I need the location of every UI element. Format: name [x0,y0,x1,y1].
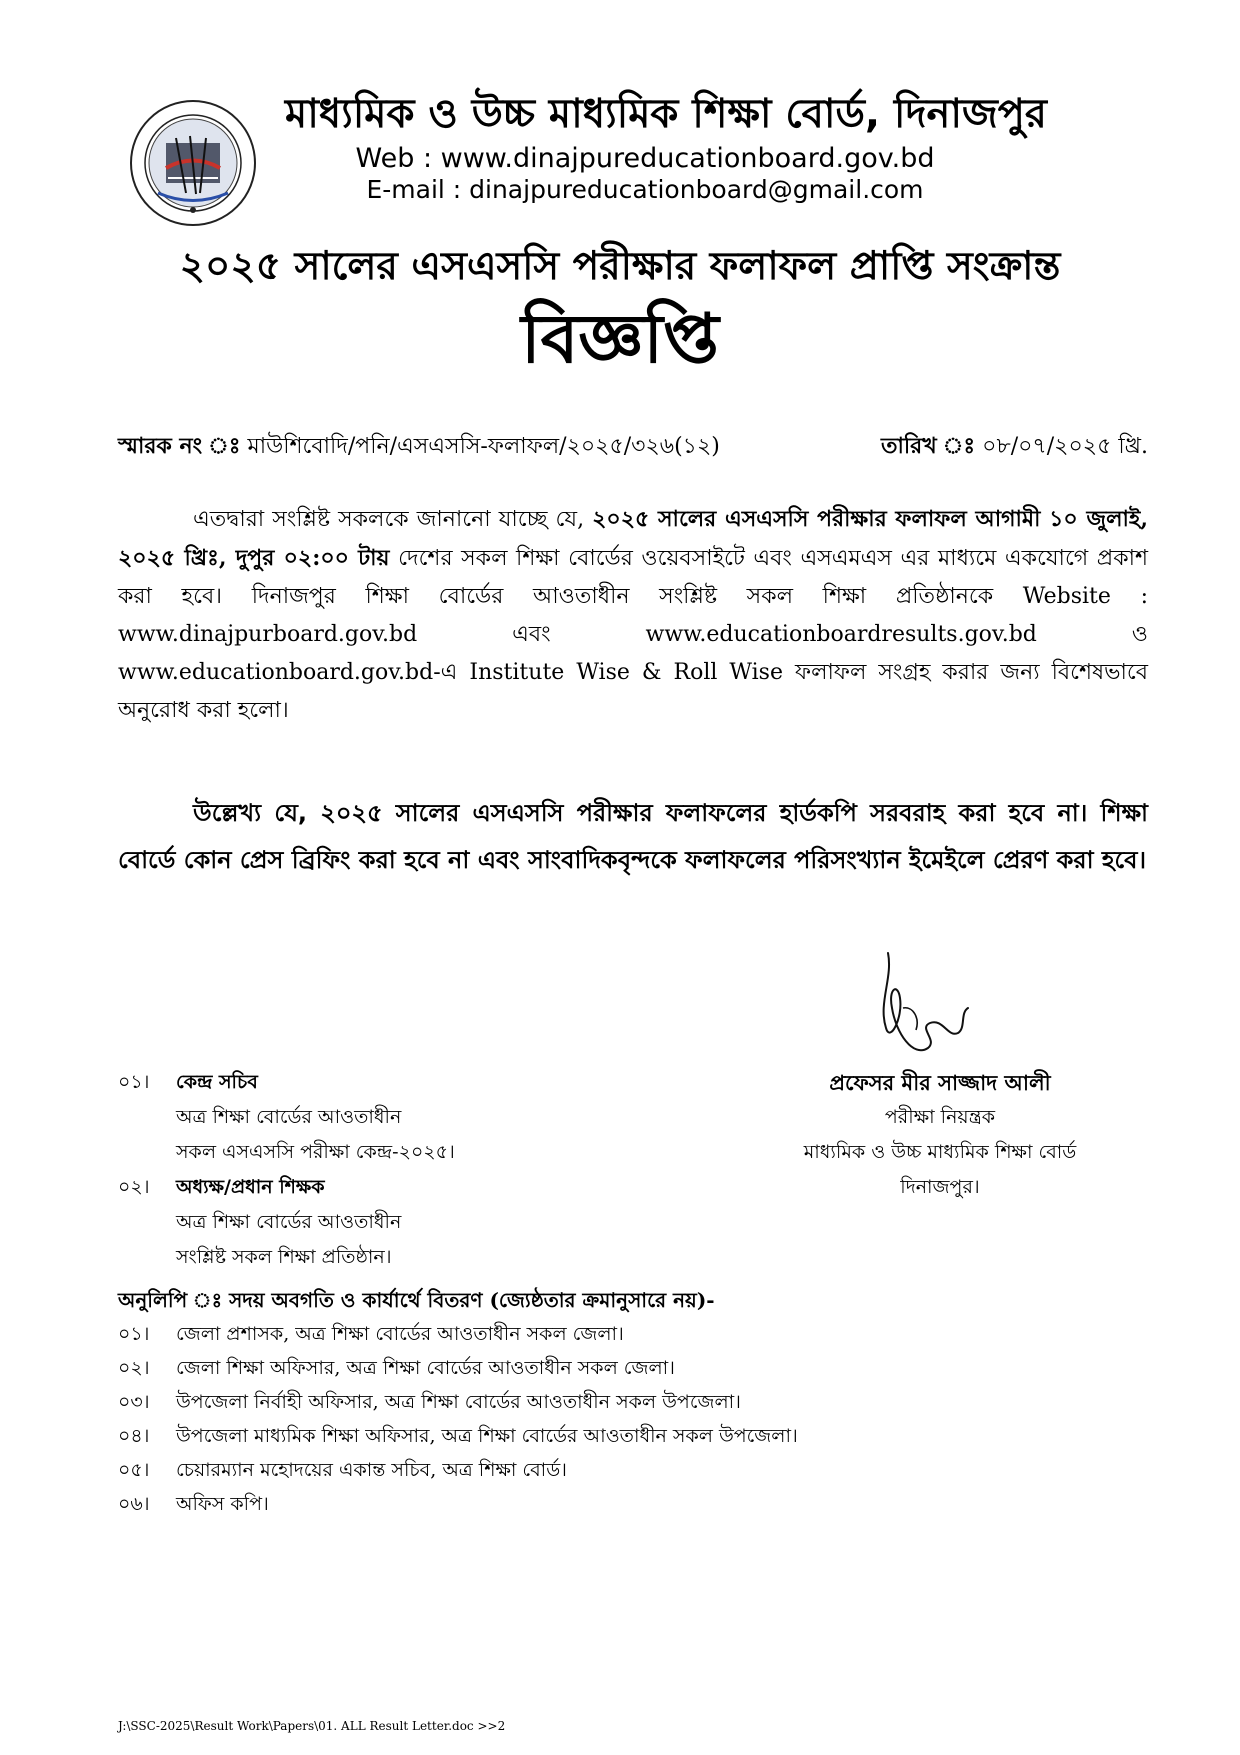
signatory-block [740,1065,1140,1205]
copy-number: ০১। [118,1323,150,1345]
copy-item [118,1317,1118,1351]
organization-name: মাধ্যমিক ও উচ্চ মাধ্যমিক শিক্ষা বোর্ড, দিনাজপুর [285,91,1047,137]
copy-item [118,1351,1118,1385]
recipient-line: অত্র শিক্ষা বোর্ডের আওতাধীন [176,1106,402,1128]
website-line: Web : www.dinajpureducationboard.gov.bd [355,143,935,174]
copy-number: ০৩। [118,1391,150,1413]
p1-bold: ২০২৫ সালের এসএসসি পরীক্ষার ফলাফল আগামী ১০ জুলাই, ২০২৫ খ্রিঃ, দুপুর ০২:০০ টায় [118,506,1148,571]
copy-item [118,1419,1118,1453]
notice-title: ২০২৫ সালের এসএসসি পরীক্ষার ফলাফল প্রাপ্তি সংক্রান্ত [179,244,1061,289]
signature-icon [858,948,988,1073]
recipient-title: কেন্দ্র সচিব [176,1071,258,1093]
copy-list [118,1317,1118,1521]
footer-file-path: J:\SSC-2025\Result Work\Papers\01. ALL Result Letter.doc >>2 [118,1719,506,1733]
p1-lead: এতদ্বারা সংশ্লিষ্ট সকলকে জানানো যাচ্ছে যে, [193,507,585,532]
memo-date [881,428,1148,465]
copy-number: ০৬। [118,1493,150,1515]
memo-number: মাউশিবোদি/পনি/এসএসসি-ফলাফল/২০২৫/৩২৬(১২) [247,434,720,459]
copy-item [118,1385,1118,1419]
recipient-item [118,1065,678,1170]
recipient-number: ০২। [118,1176,150,1198]
copy-text: চেয়ারম্যান মহোদয়ের একান্ত সচিব, অত্র শিক্ষা বোর্ড। [176,1459,567,1481]
copy-text: উপজেলা নির্বাহী অফিসার, অত্র শিক্ষা বোর্ডের আওতাধীন সকল উপজেলা। [176,1391,741,1413]
body-paragraph-1 [118,500,1148,730]
date-label: তারিখ ঃ [880,433,976,459]
signatory-name: প্রফেসর মীর সাজ্জাদ আলী [829,1070,1051,1095]
signatory-organization: মাধ্যমিক ও উচ্চ মাধ্যমিক শিক্ষা বোর্ড [803,1141,1077,1163]
body-paragraph-2: উল্লেখ্য যে, ২০২৫ সালের এসএসসি পরীক্ষার ফলাফলের হার্ডকপি সরবরাহ করা হবে না। শিক্ষা বোর্ডে কোন প্রেস ব্রিফিং করা হবে না এবং সাংবাদিকবৃন্দকে ফলাফলের পরিসংখ্যান ইমেইলে প্রেরণ করা হবে। [118,799,1148,874]
copy-number: ০৪। [118,1425,150,1447]
memo-reference [118,428,720,465]
copy-text: জেলা প্রশাসক, অত্র শিক্ষা বোর্ডের আওতাধীন সকল জেলা। [176,1323,624,1345]
copy-text: অফিস কপি। [176,1493,269,1515]
signatory-designation: পরীক্ষা নিয়ন্ত্রক [884,1106,996,1128]
copy-heading: অনুলিপি ঃ সদয় অবগতি ও কার্যার্থে বিতরণ (জ্যেষ্ঠতার ক্রমানুসারে নয়)- [118,1288,715,1312]
recipient-item [118,1170,678,1275]
copy-item [118,1487,1118,1521]
board-seal-icon [128,98,258,228]
recipients-list [118,1065,678,1275]
recipient-title: অধ্যক্ষ/প্রধান শিক্ষক [176,1176,325,1198]
copy-number: ০৫। [118,1459,150,1481]
signatory-city: দিনাজপুর। [900,1176,980,1198]
copy-text: উপজেলা মাধ্যমিক শিক্ষা অফিসার, অত্র শিক্ষা বোর্ডের আওতাধীন সকল উপজেলা। [176,1425,798,1447]
memo-label: স্মারক নং ঃ [118,433,241,459]
p1-rest: দেশের সকল শিক্ষা বোর্ডের ওয়েবসাইটে এবং এসএমএস এর মাধ্যমে একযোগে প্রকাশ করা হবে। দিনাজপুর শিক্ষা বোর্ডের আওতাধীন সংশ্লিষ্ট সকল শিক্ষা প্রতিষ্ঠানকে Website : www.dinajpurboard.gov.bd এবং www.educationboardresults.gov.bd ও www.educationboard.gov.bd-এ Institute Wise & Roll Wise ফলাফল সংগ্রহ করার জন্য বিশেষভাবে অনুরোধ করা হলো। [118,546,1148,723]
recipient-line: সংশ্লিষ্ট সকল শিক্ষা প্রতিষ্ঠান। [176,1246,392,1268]
recipient-line: অত্র শিক্ষা বোর্ডের আওতাধীন [176,1211,402,1233]
recipient-line: সকল এসএসসি পরীক্ষা কেন্দ্র-২০২৫। [176,1141,455,1163]
email-line: E-mail : dinajpureducationboard@gmail.com [366,175,924,204]
copy-text: জেলা শিক্ষা অফিসার, অত্র শিক্ষা বোর্ডের আওতাধীন সকল জেলা। [176,1357,675,1379]
copy-number: ০২। [118,1357,150,1379]
copy-item [118,1453,1118,1487]
memo-row [118,428,1148,464]
date-value: ০৮/০৭/২০২৫ খ্রি. [982,434,1148,459]
notice-heading: বিজ্ঞপ্তি [521,300,719,379]
recipient-number: ০১। [118,1071,150,1093]
